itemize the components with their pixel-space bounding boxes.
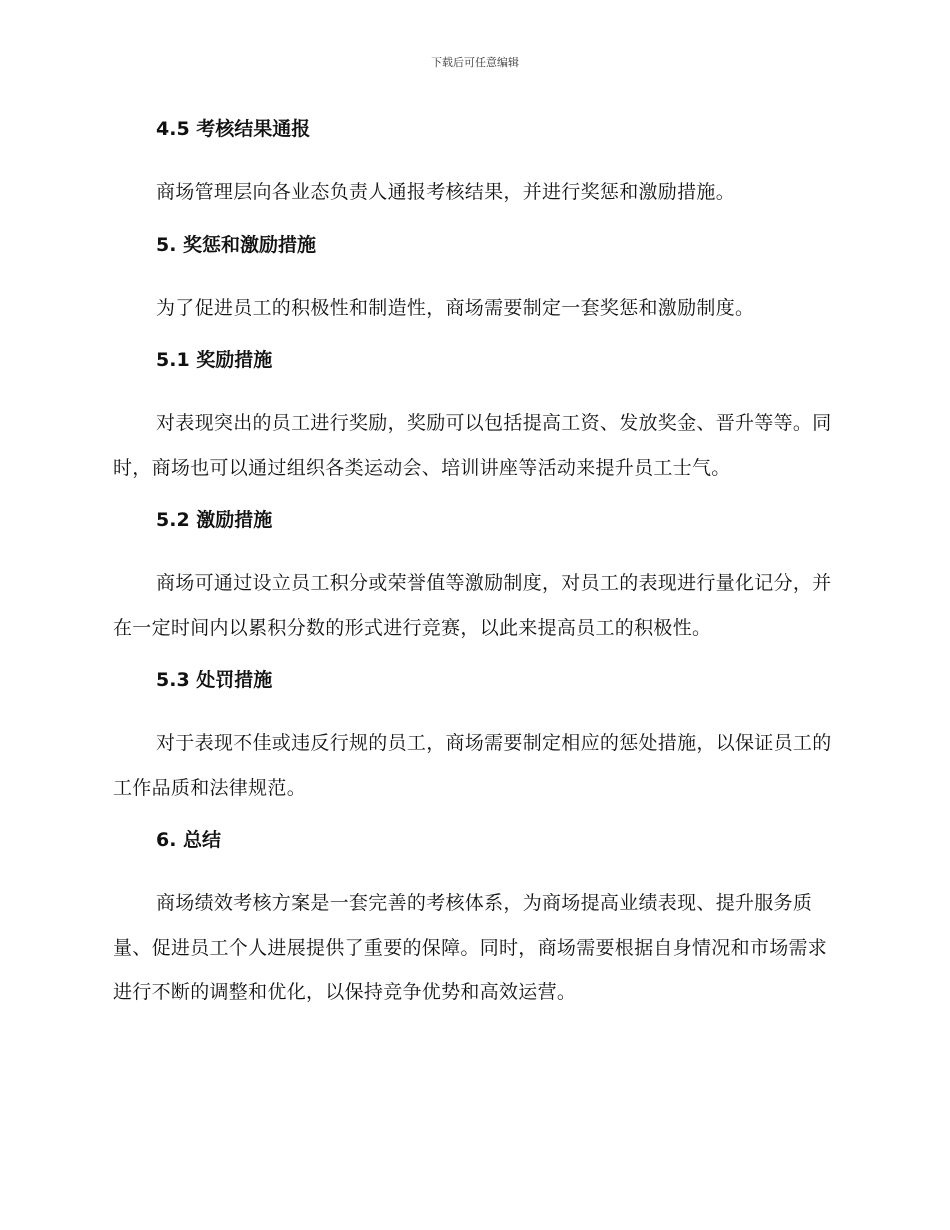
page-header-note: 下载后可任意编辑 (431, 56, 519, 69)
paragraph-5: 为了促进员工的积极性和制造性，商场需要制定一套奖惩和激励制度。 (156, 296, 755, 319)
paragraph-4-5: 商场管理层向各业态负责人通报考核结果，并进行奖惩和激励措施。 (156, 181, 736, 203)
section-heading-5-2: 5.2 激励措施 (156, 509, 273, 531)
paragraph-5-1: 对表现突出的员工进行奖励，奖励可以包括提高工资、发放奖金、晋升等等。同时，商场也可以通过组织各类运动会、培训讲座等活动来提升员工士气。 (113, 412, 832, 479)
section-heading-6: 6. 总结 (156, 829, 222, 851)
paragraph-5-3: 对于表现不佳或违反行规的员工，商场需要制定相应的惩处措施，以保证员工的工作品质和法律规范。 (113, 732, 832, 799)
paragraph-5-2: 商场可通过设立员工积分或荣誉值等激励制度，对员工的表现进行量化记分，并在一定时间内以累积分数的形式进行竞赛，以此来提高员工的积极性。 (113, 572, 832, 639)
section-heading-5: 5. 奖惩和激励措施 (156, 233, 317, 256)
paragraph-6: 商场绩效考核方案是一套完善的考核体系，为商场提高业绩表现、提升服务质量、促进员工个人进展提供了重要的保障。同时，商场需要根据自身情况和市场需求进行不断的调整和优化，以保持竞争优势和高效运营。 (113, 892, 828, 1003)
document-body (113, 112, 833, 1028)
section-heading-5-1: 5.1 奖励措施 (156, 349, 273, 371)
section-heading-4-5: 4.5 考核结果通报 (156, 118, 311, 140)
section-heading-5-3: 5.3 处罚措施 (156, 669, 273, 691)
